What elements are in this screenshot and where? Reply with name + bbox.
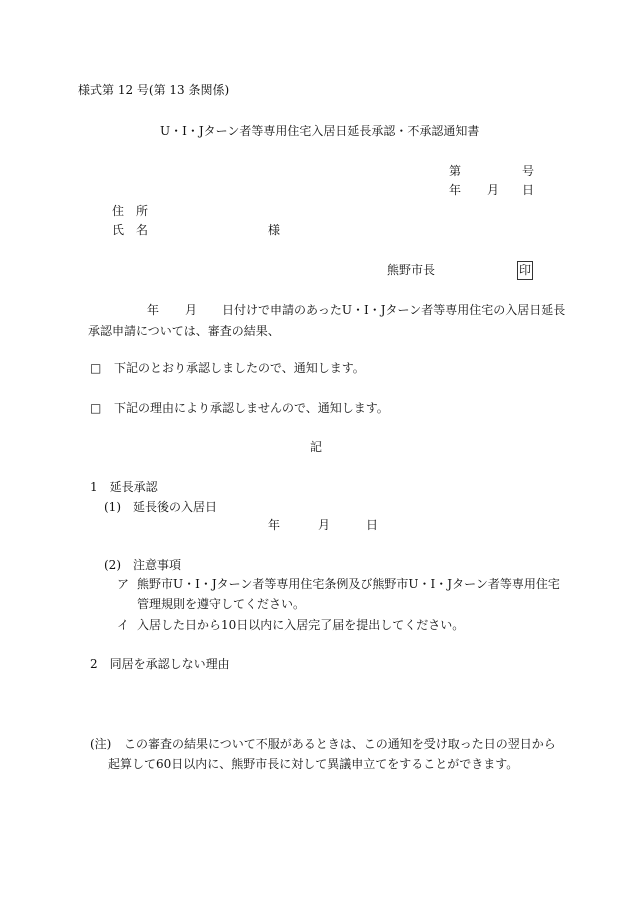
- ki-heading: 記: [310, 440, 323, 454]
- seal-stamp-box: 印: [517, 261, 533, 280]
- intro-year: 年: [147, 303, 160, 317]
- note-label: (注): [90, 737, 112, 751]
- notice-item-i-text: 入居した日から10日以内に入居完了届を提出してください。: [137, 618, 465, 632]
- doc-number-prefix: 第: [449, 164, 462, 178]
- extended-date-day: 日: [366, 518, 379, 532]
- notice-item-i-marker: イ: [117, 618, 130, 632]
- item-1-label: (1) 延長後の入居日: [104, 500, 217, 514]
- issuer-name: 熊野市長: [387, 263, 436, 277]
- document-title: U・I・Jターン者等専用住宅入居日延長承認・不承認通知書: [160, 124, 480, 138]
- extended-date-month: 月: [318, 518, 331, 532]
- extended-date-year: 年: [268, 518, 281, 532]
- note-line-1: この審査の結果について不服があるときは、この通知を受け取った日の翌日から: [124, 737, 556, 751]
- doc-number-suffix: 号: [522, 164, 535, 178]
- address-label: 住 所: [112, 204, 149, 218]
- name-label: 氏 名: [112, 223, 149, 237]
- intro-line-1: 日付けで申請のあったU・I・Jターン者等専用住宅の入居日延長: [222, 303, 566, 317]
- issue-date-day: 日: [522, 183, 535, 197]
- form-number: 様式第 12 号(第 13 条関係): [78, 83, 230, 97]
- notice-item-a-line-2: 管理規則を遵守してください。: [137, 597, 306, 611]
- option-reject-text: 下記の理由により承認しませんので、通知します。: [114, 401, 389, 415]
- notice-item-a-marker: ア: [117, 577, 130, 591]
- intro-line-2: 承認申請については、審査の結果、: [88, 324, 280, 338]
- issue-date-month: 月: [487, 183, 500, 197]
- checkbox-reject: □: [90, 401, 102, 415]
- note-line-2: 起算して60日以内に、熊野市長に対して異議申立てをすることができます。: [108, 757, 519, 771]
- notice-item-a-line-1: 熊野市U・I・Jターン者等専用住宅条例及び熊野市U・I・Jターン者等専用住宅: [137, 577, 560, 591]
- section-2-heading: 2 同居を承認しない理由: [90, 657, 230, 671]
- honorific: 様: [268, 223, 281, 237]
- issue-date-year: 年: [449, 183, 462, 197]
- section-1-heading: 1 延長承認: [90, 480, 158, 494]
- intro-month: 月: [185, 303, 198, 317]
- checkbox-approve: □: [90, 361, 102, 375]
- item-2-label: (2) 注意事項: [104, 558, 181, 572]
- option-approve-text: 下記のとおり承認しましたので、通知します。: [114, 361, 365, 375]
